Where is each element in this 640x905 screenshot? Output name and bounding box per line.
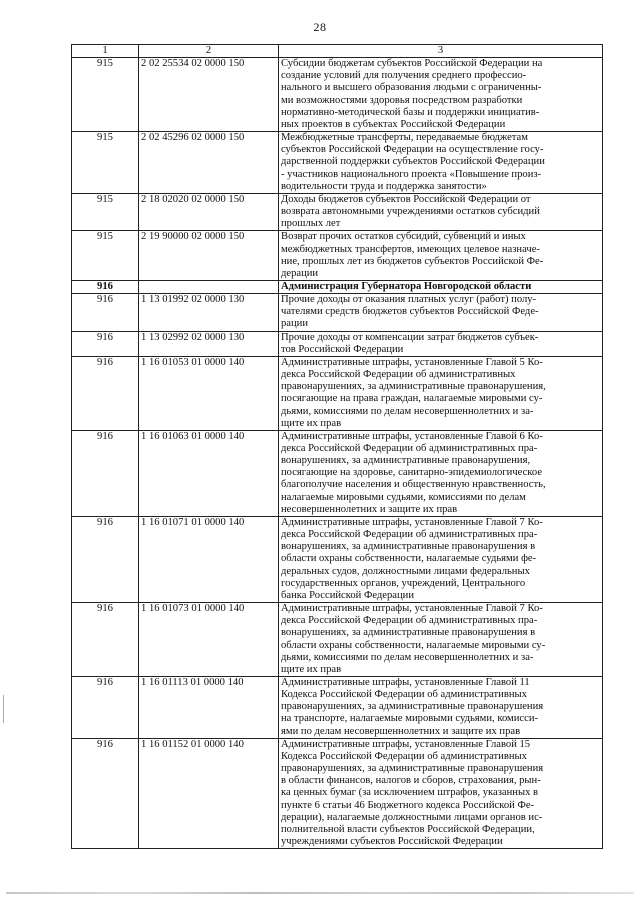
revenue-name-line: дерации [281,267,319,279]
administrator-code-cell: 916 [72,356,139,430]
revenue-name-line: на транспорте, налагаемые мировыми судьями, комисси- [281,713,539,725]
revenue-name-line: Административные штрафы, установленные Главой 7 Ко- [281,516,543,528]
revenue-codes-table [71,44,603,849]
revenue-name-line: чателями средств бюджетов субъектов Российской Феде- [281,306,539,318]
administrator-code-cell: 916 [72,331,139,356]
revenue-name-line: дарственной поддержки субъектов Российской Федерации [281,156,545,168]
revenue-name-line: - участников национального проекта «Повышение произ- [281,168,542,180]
revenue-name-line: дерации), налагаемые должностными лицами органов ис- [281,811,543,823]
revenue-name-line: полнительной власти субъектов Российской Федерации, [281,823,535,835]
administrator-code-cell: 915 [72,193,139,230]
revenue-name-line: Доходы бюджетов субъектов Российской Федерации от [281,193,531,205]
revenue-name-line: Административные штрафы, установленные Главой 5 Ко- [281,356,543,368]
table-row [72,231,603,281]
revenue-name-line: вонарушениях, за административные правонарушения, [281,455,531,467]
table-row [72,738,603,848]
administrator-code-cell: 916 [72,294,139,331]
revenue-name-cell [279,280,603,293]
revenue-name-line: рации [281,318,309,330]
revenue-name-line: создание условий для получения среднего профессио- [281,70,527,82]
revenue-code-cell: 1 13 02992 02 0000 130 [139,331,279,356]
administrator-code-cell: 916 [72,516,139,602]
revenue-name-line: Возврат прочих остатков субсидий, субвенций и иных [281,231,526,243]
revenue-name-line: тов Российской Федерации [281,343,404,355]
revenue-name-line: области охраны собственности, налагаемые мировыми су- [281,639,546,651]
revenue-name-cell [279,738,603,848]
revenue-name-cell [279,603,603,677]
revenue-name-line: Субсидии бюджетам субъектов Российской Федерации на [281,58,543,70]
table-row [72,516,603,602]
revenue-code-cell: 1 16 01073 01 0000 140 [139,603,279,677]
revenue-name-line: правонарушениях, за административные правонарушения [281,701,544,713]
header-cell-3: 3 [279,45,603,58]
revenue-name-line: дьями, комиссиями по делам несовершеннолетних и за- [281,405,534,417]
administrator-code-cell: 916 [72,738,139,848]
revenue-name-cell [279,356,603,430]
administrator-code-cell: 916 [72,430,139,516]
revenue-code-cell [139,280,279,293]
revenue-name-cell [279,331,603,356]
revenue-name-line: посягающие на права граждан, налагаемые мировыми су- [281,393,543,405]
revenue-code-cell: 1 13 01992 02 0000 130 [139,294,279,331]
page-number: 28 [313,20,327,34]
administrator-code-cell: 915 [72,58,139,132]
administrator-code-cell: 916 [72,676,139,738]
revenue-name-line: субъектов Российской Федерации на осуществление госу- [281,144,544,156]
revenue-name-line: декса Российской Федерации об административных [281,369,516,381]
revenue-name-line: щите их прав [281,417,342,429]
scan-edge-noise [6,892,634,894]
revenue-name-line: Административные штрафы, установленные Главой 7 Ко- [281,603,543,615]
revenue-name-line: дьями, комиссиями по делам несовершеннолетних и за- [281,651,534,663]
revenue-name-line: благополучие населения и общественную нравственность, [281,479,546,491]
table-row [72,58,603,132]
header-cell-2: 2 [139,45,279,58]
revenue-code-cell: 2 18 02020 02 0000 150 [139,193,279,230]
revenue-name-line: ние, прошлых лет из бюджетов субъектов Российской Фе- [281,255,544,267]
revenue-name-cell [279,231,603,281]
scan-margin-mark [3,695,4,723]
revenue-name-line: Кодекса Российской Федерации об административных [281,750,527,762]
revenue-name-line: возврата автономными учреждениями остатков субсидий [281,206,540,218]
revenue-name-line: деральных судов, должностными лицами федеральных [281,565,530,577]
table-header-row [72,45,603,58]
revenue-name-line: Административные штрафы, установленные Главой 6 Ко- [281,430,543,442]
revenue-name-line: налагаемые мировыми судьями, комиссиями по делам [281,491,526,503]
revenue-name-line: щите их прав [281,663,342,675]
administrator-code-cell: 916 [72,603,139,677]
revenue-name-line: декса Российской Федерации об административных пра- [281,443,538,454]
revenue-name-line: Прочие доходы от компенсации затрат бюджетов субъек- [281,331,539,343]
revenue-code-cell: 1 16 01071 01 0000 140 [139,516,279,602]
revenue-code-cell: 1 16 01063 01 0000 140 [139,430,279,516]
revenue-name-line: вонарушениях, за административные правонарушения в [281,541,536,553]
revenue-name-line: ных проектов в субъектах Российской Федерации [281,118,506,130]
table-row [72,356,603,430]
revenue-name-cell [279,676,603,738]
revenue-code-cell: 1 16 01152 01 0000 140 [139,738,279,848]
revenue-name-cell [279,193,603,230]
table-row [72,430,603,516]
revenue-name-line: нормативно-методической базы и поддержки инициатив- [281,106,540,118]
administrator-code-cell: 915 [72,231,139,281]
revenue-name-line: пункте 6 статьи 46 Бюджетного кодекса Российской Фе- [281,799,535,811]
revenue-name-line: посягающие на здоровье, санитарно-эпидемиологическое [281,467,543,479]
revenue-code-cell: 1 16 01113 01 0000 140 [139,676,279,738]
revenue-name-line: в области финансов, налогов и сборов, страхования, рын- [281,775,541,787]
revenue-name-line: межбюджетных трансфертов, имеющих целевое назначе- [281,243,540,255]
revenue-name-line: ми возможностями здоровья посредством разработки [281,94,523,106]
revenue-name-line: нального и высшего образования людьми с ограниченны- [281,82,542,94]
revenue-name-line: области охраны собственности, налагаемые судьями фе- [281,553,537,565]
table-row [72,193,603,230]
header-cell-1: 1 [72,45,139,58]
revenue-code-cell: 2 02 25534 02 0000 150 [139,58,279,132]
revenue-name-line: Административные штрафы, установленные Главой 11 [281,676,530,688]
revenue-name-line: банка Российской Федерации [281,589,414,601]
revenue-name-line: учреждениями субъектов Российской Федерации [281,836,503,847]
revenue-name-line: декса Российской Федерации об административных пра- [281,529,538,541]
table-row [72,603,603,677]
table-row [72,294,603,331]
revenue-name-line: прошлых лет [281,218,341,230]
revenue-name-cell [279,132,603,194]
table-row [72,132,603,194]
revenue-name-line: правонарушениях, за административные правонарушения [281,763,544,775]
revenue-name-cell [279,294,603,331]
revenue-name-line: водительности труда и поддержка занятости» [281,180,487,192]
revenue-code-cell: 2 19 90000 02 0000 150 [139,231,279,281]
revenue-name-line: ка ценных бумаг (за исключением штрафов, указанных в [281,787,539,799]
revenue-name-cell [279,516,603,602]
revenue-code-cell: 2 02 45296 02 0000 150 [139,132,279,194]
revenue-name-line: вонарушениях, за административные правонарушения в [281,627,536,639]
revenue-name-line: несовершеннолетних и защите их прав [281,503,458,515]
administrator-code-cell: 916 [72,280,139,293]
revenue-name-cell [279,430,603,516]
table-row [72,331,603,356]
revenue-name-line: Межбюджетные трансферты, передаваемые бюджетам [281,132,528,144]
revenue-name-line: Административные штрафы, установленные Главой 15 [281,738,531,750]
revenue-name-line: правонарушениях, за административные правонарушения, [281,381,546,393]
table-row [72,676,603,738]
table-row [72,280,603,293]
revenue-code-cell: 1 16 01053 01 0000 140 [139,356,279,430]
revenue-name-cell [279,58,603,132]
revenue-name-line: государственных органов, учреждений, Центрального [281,577,526,589]
revenue-name-line: Кодекса Российской Федерации об административных [281,689,527,701]
administrator-code-cell: 915 [72,132,139,194]
revenue-name-line: Прочие доходы от оказания платных услуг (работ) полу- [281,294,537,306]
revenue-name-line: Администрация Губернатора Новгородской области [281,280,532,292]
revenue-name-line: декса Российской Федерации об административных пра- [281,615,538,627]
revenue-name-line: ями по делам несовершеннолетних и защите их прав [281,725,521,737]
